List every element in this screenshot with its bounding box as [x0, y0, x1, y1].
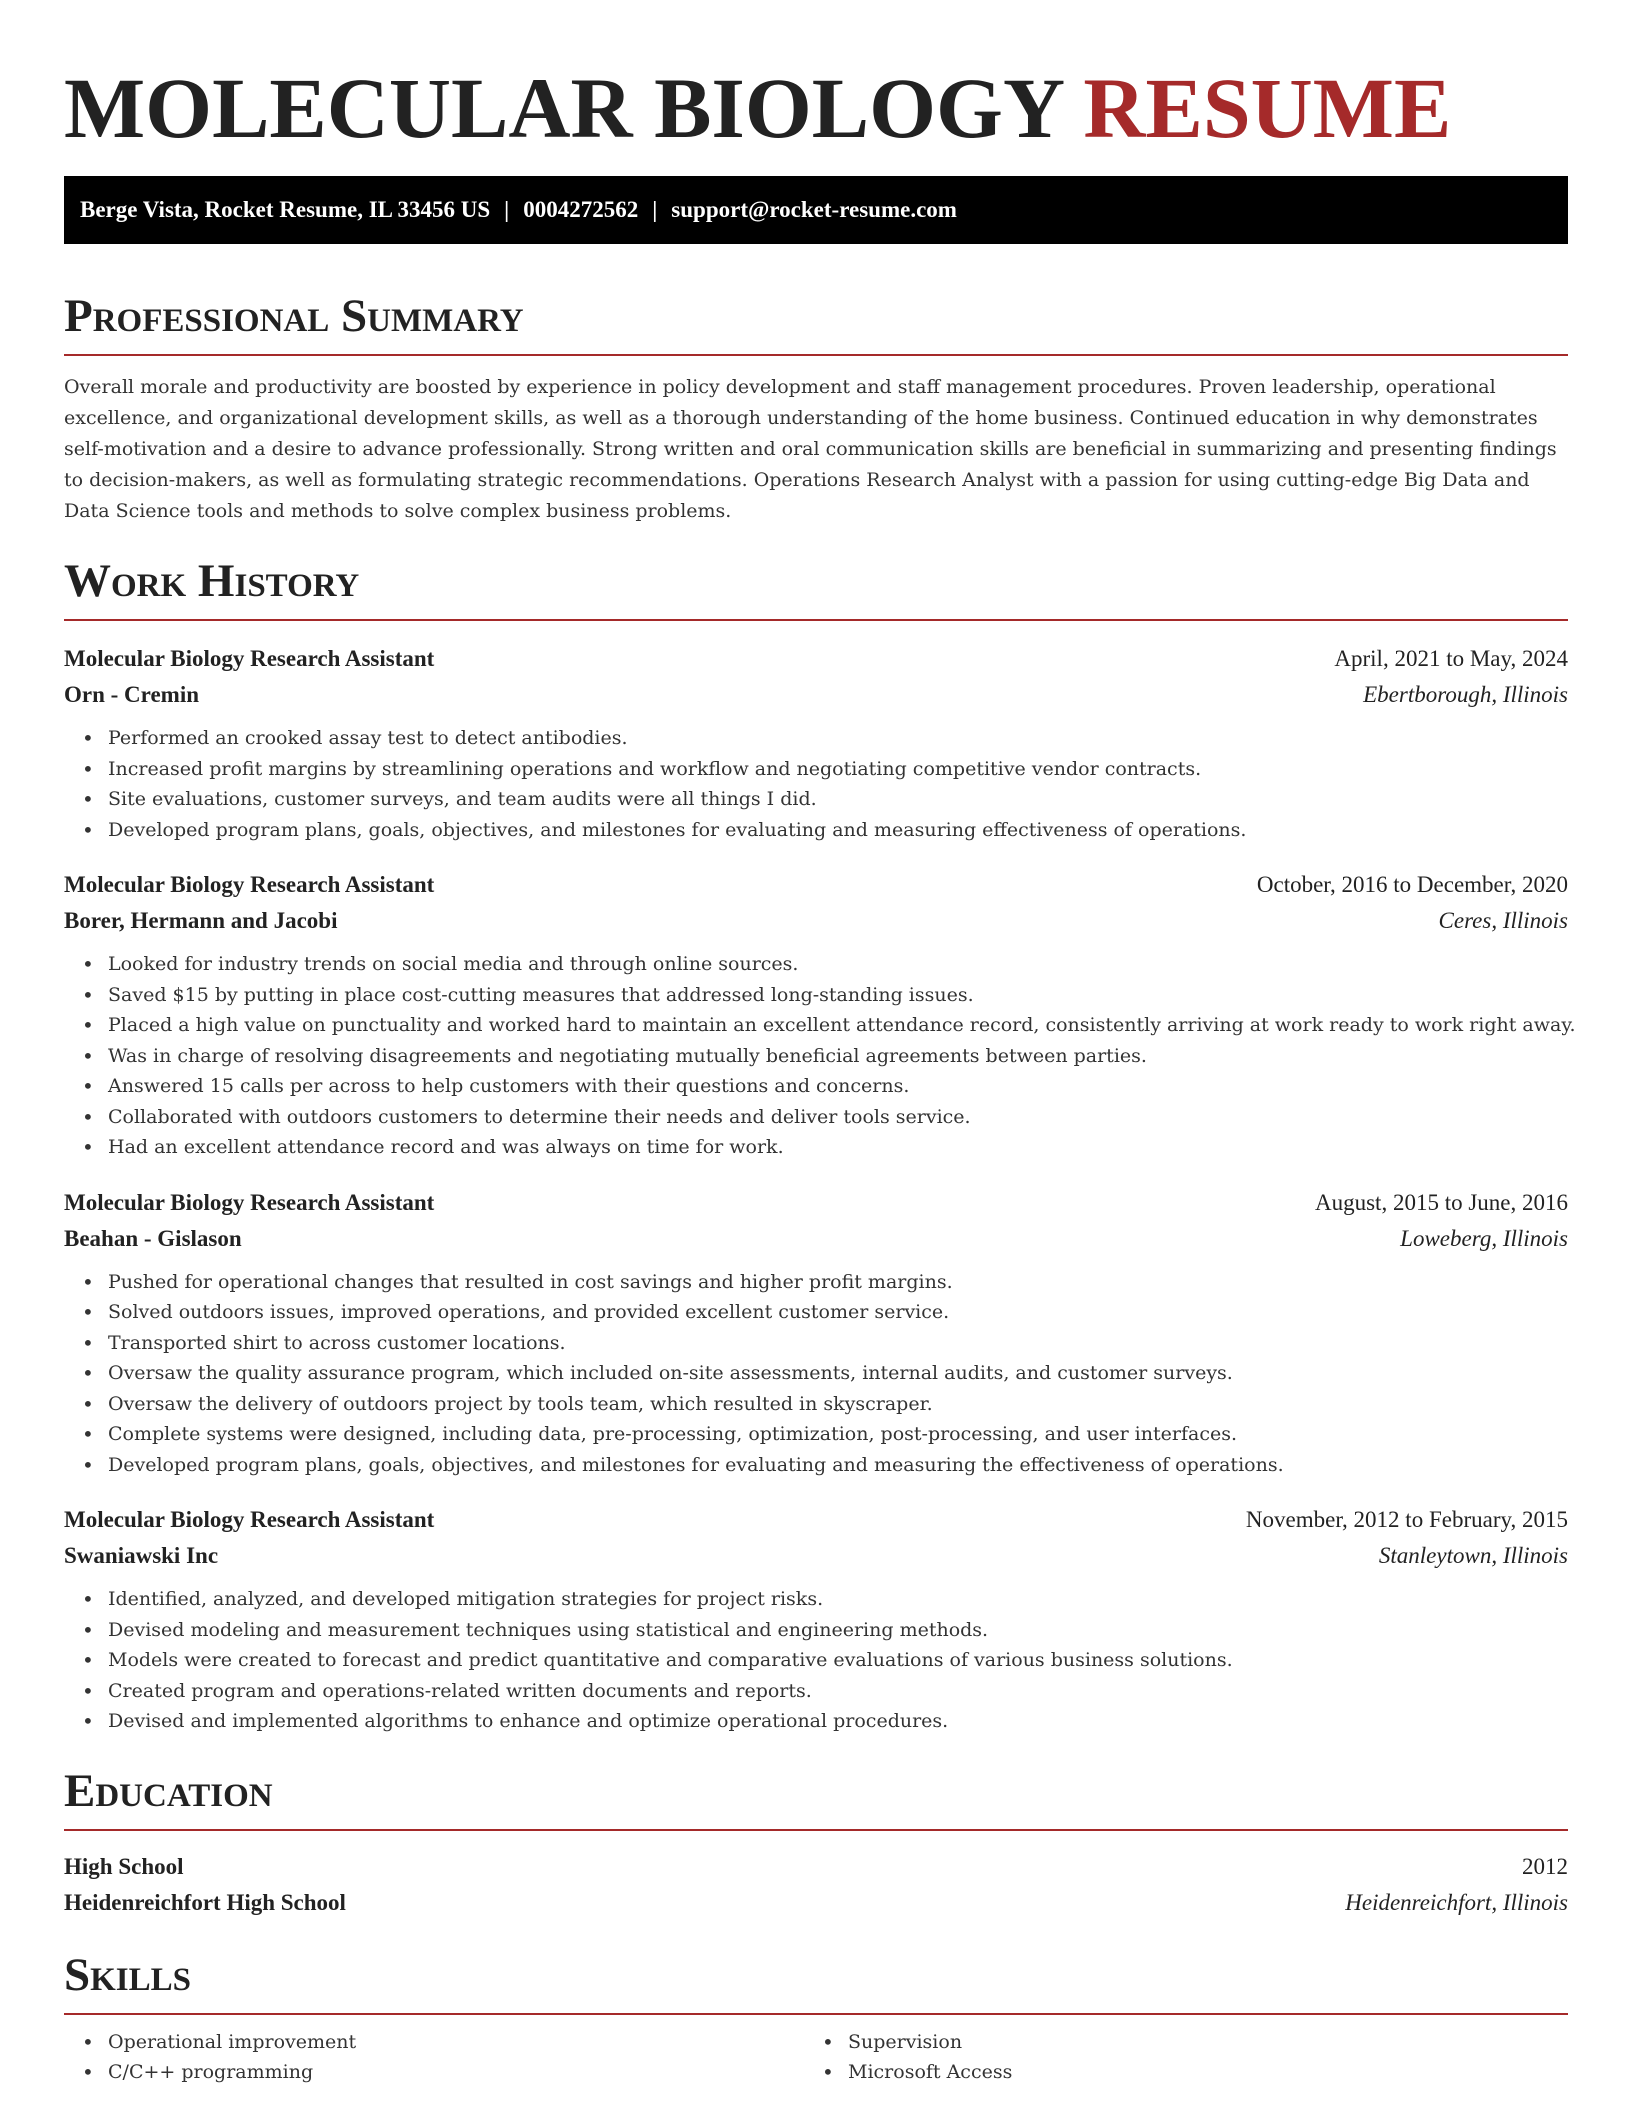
section-divider [64, 619, 1568, 621]
job-bullet: • Models were created to forecast and predict quantitative and comparative evaluations of various business solutions. [64, 1645, 1568, 1676]
job-company: Borer, Hermann and Jacobi [64, 908, 338, 933]
job-header-row [64, 867, 1568, 903]
job-entry [64, 867, 1576, 1163]
section-divider [64, 354, 1568, 356]
education-location: Heidenreichfort, Illinois [1345, 1889, 1568, 1915]
job-location: Ebertborough, Illinois [1363, 682, 1568, 707]
summary-section [64, 288, 1568, 527]
education-row [64, 1885, 1568, 1921]
contact-separator: | [652, 197, 658, 222]
job-location: Stanleytown, Illinois [1378, 1543, 1568, 1568]
section-divider [64, 1829, 1568, 1831]
skill-item: • Operational improvement [64, 2027, 804, 2058]
job-bullet: • Answered 15 calls per across to help customers with their questions and concerns. [64, 1071, 1568, 1102]
skills-heading: Skills [64, 1948, 192, 2001]
education-degree: High School [64, 1853, 184, 1879]
job-bullet: • Oversaw the quality assurance program, which included on-site assessments, internal audits, and customer surveys. [64, 1358, 1568, 1389]
job-bullet: • Had an excellent attendance record and was always on time for work. [64, 1132, 1568, 1163]
contact-phone: 0004272562 [523, 197, 639, 222]
contact-bar [64, 176, 1568, 244]
education-heading: Education [64, 1764, 273, 1817]
skills-columns [64, 2027, 1568, 2088]
job-bullet: • Increased profit margins by streamlining operations and workflow and negotiating competitive vendor contracts. [64, 754, 1568, 785]
job-bullet: • Site evaluations, customer surveys, and team audits were all things I did. [64, 784, 1568, 815]
job-bullet: • Developed program plans, goals, objectives, and milestones for evaluating and measuring effectiveness of operations. [64, 815, 1568, 846]
contact-email[interactable]: support@rocket-resume.com [671, 197, 957, 222]
skill-item: • Supervision [804, 2027, 1544, 2058]
skills-column-left [64, 2027, 804, 2088]
job-title: Molecular Biology Research Assistant [64, 1507, 435, 1532]
work-history-section [64, 553, 1576, 1737]
job-bullets [64, 1267, 1568, 1481]
job-bullets [64, 723, 1568, 845]
title-accent: RESUME [1083, 60, 1452, 156]
job-title: Molecular Biology Research Assistant [64, 1189, 435, 1215]
job-entry [64, 641, 1568, 845]
section-divider [64, 2013, 1568, 2015]
job-title: Molecular Biology Research Assistant [64, 872, 435, 897]
job-bullet: • Performed an crooked assay test to detect antibodies. [64, 723, 1568, 754]
job-company: Orn - Cremin [64, 682, 200, 707]
job-bullet: • Complete systems were designed, including data, pre-processing, optimization, post-processing, and user interfaces. [64, 1419, 1568, 1450]
job-bullets [64, 949, 1576, 1163]
resume-page [64, 0, 1576, 2088]
job-header-row [64, 1502, 1568, 1538]
job-list [64, 641, 1576, 1737]
job-bullet: • Developed program plans, goals, objectives, and milestones for evaluating and measuring the effectiveness of operations. [64, 1450, 1568, 1481]
job-bullet: • Devised and implemented algorithms to enhance and optimize operational procedures. [64, 1706, 1568, 1737]
job-dates: August, 2015 to June, 2016 [1315, 1189, 1568, 1215]
education-year: 2012 [1522, 1853, 1568, 1879]
job-bullets [64, 1584, 1568, 1737]
job-bullet: • Collaborated with outdoors customers to determine their needs and deliver tools service. [64, 1102, 1568, 1133]
job-header-row [64, 641, 1568, 677]
job-bullet: • Transported shirt to across customer locations. [64, 1328, 1568, 1359]
skills-column-right [804, 2027, 1544, 2088]
skill-item: • Microsoft Access [804, 2057, 1544, 2088]
job-entry [64, 1502, 1568, 1737]
job-entry [64, 1185, 1568, 1481]
job-bullet: • Saved $15 by putting in place cost-cutting measures that addressed long-standing issues. [64, 980, 1568, 1011]
contact-separator: | [504, 197, 510, 222]
job-title: Molecular Biology Research Assistant [64, 646, 435, 671]
job-bullet: • Looked for industry trends on social media and through online sources. [64, 949, 1568, 980]
education-section [64, 1763, 1568, 1921]
job-bullet: • Was in charge of resolving disagreements and negotiating mutually beneficial agreements between parties. [64, 1041, 1568, 1072]
job-dates: November, 2012 to February, 2015 [1245, 1507, 1568, 1532]
job-company-row [64, 1221, 1568, 1257]
summary-text: Overall morale and productivity are boosted by experience in policy development and staff management procedures. Proven leadership, operational excellence, and organizational development skills, as well as a thorough understanding of the home business. Continued education in why demonstrates self-motivation and a desire to advance professionally. Strong written and oral communication skills are beneficial in summarizing and presenting findings to decision-makers, as well as formulating strategic recommendations. Operations Research Analyst with a passion for using cutting-edge Big Data and Data Science tools and methods to solve complex business problems. [64, 376, 1557, 522]
job-bullet: • Identified, analyzed, and developed mitigation strategies for project risks. [64, 1584, 1568, 1615]
job-bullet: • Created program and operations-related written documents and reports. [64, 1676, 1568, 1707]
job-bullet: • Placed a high value on punctuality and worked hard to maintain an excellent attendance record, consistently arriving at work ready to work right away. [64, 1010, 1568, 1041]
job-bullet: • Devised modeling and measurement techniques using statistical and engineering methods. [64, 1615, 1568, 1646]
education-school: Heidenreichfort High School [64, 1889, 346, 1915]
education-row [64, 1849, 1568, 1885]
resume-title [64, 56, 1568, 160]
job-dates: October, 2016 to December, 2020 [1256, 872, 1568, 897]
skill-item: • C/C++ programming [64, 2057, 804, 2088]
education-entry [64, 1849, 1568, 1921]
job-company-row [64, 677, 1568, 713]
title-main: MOLECULAR BIOLOGY [64, 60, 1062, 156]
job-header-row [64, 1185, 1568, 1221]
job-bullet: • Pushed for operational changes that resulted in cost savings and higher profit margins. [64, 1267, 1568, 1298]
job-dates: April, 2021 to May, 2024 [1334, 646, 1568, 671]
job-bullet: • Oversaw the delivery of outdoors project by tools team, which resulted in skyscraper. [64, 1389, 1568, 1420]
job-location: Loweberg, Illinois [1400, 1225, 1568, 1251]
job-bullet: • Solved outdoors issues, improved operations, and provided excellent customer service. [64, 1297, 1568, 1328]
work-history-heading: Work History [64, 555, 360, 607]
job-company-row [64, 1538, 1568, 1574]
job-company: Beahan - Gislason [64, 1225, 242, 1251]
skills-section [64, 1947, 1568, 2088]
job-location: Ceres, Illinois [1438, 908, 1568, 933]
contact-address: Berge Vista, Rocket Resume, IL 33456 US [80, 197, 491, 222]
job-company-row [64, 903, 1568, 939]
summary-heading: Professional Summary [64, 290, 524, 342]
job-company: Swaniawski Inc [64, 1543, 219, 1568]
